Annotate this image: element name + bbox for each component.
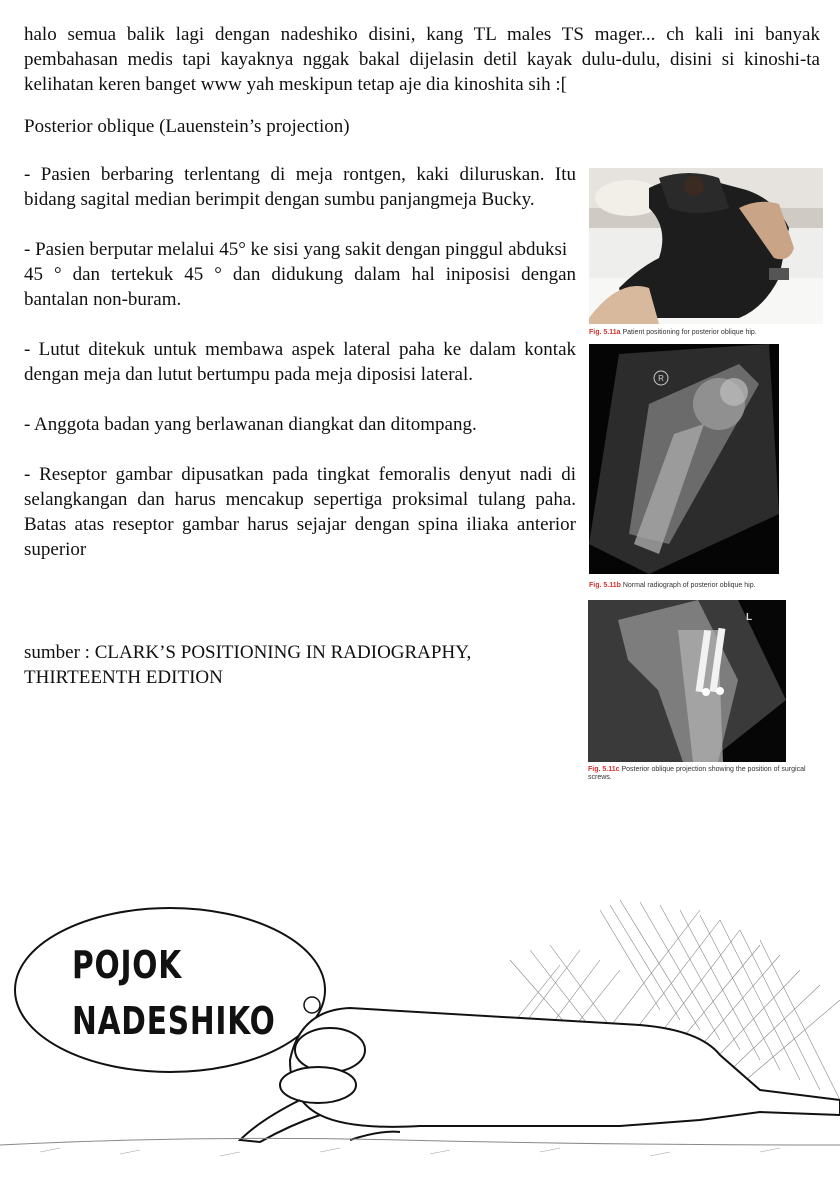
thought-dot (304, 997, 320, 1013)
figure-caption (589, 582, 823, 590)
bubble-title-line: POJOK (72, 943, 183, 987)
figure-caption (589, 329, 823, 337)
instruction-paragraph: - Pasien berbaring terlentang di meja rontgen, kaki diluruskan. Itu bidang sagital median berimpit dengan sumbu panjangmeja Bucky. (24, 164, 576, 210)
figure-label: Fig. 5.11a (589, 329, 621, 336)
source-line: sumber : CLARK’S POSITIONING IN RADIOGRAPHY, (24, 642, 472, 663)
ground-hatching (40, 1148, 780, 1156)
intro-paragraph: halo semua balik lagi dengan nadeshiko disini, kang TL males TS mager... ch kali ini banyak pembahasan medis tapi kayaknya nggak bakal dijelasin detil kayak dulu-dulu, disini si kinoshi-ta kelihatan keren banget www yah meskipun tetap aje dia kinoshita sih :[ (24, 24, 820, 95)
figure-caption-text: Patient positioning for posterior oblique hip. (622, 329, 757, 336)
radiograph-illustration (589, 344, 779, 574)
speech-bubble (15, 908, 325, 1072)
instruction-paragraph: - Lutut ditekuk untuk membawa aspek lateral paha ke dalam kontak dengan meja dan lutut bertumpu pada meja diposisi lateral. (24, 339, 576, 385)
instruction-paragraph: - Reseptor gambar dipusatkan pada tingkat femoralis denyut nadi di selangkangan dan harus mencakup sepertiga proksimal tulang paha. Batas atas reseptor gambar harus sejajar dengan spina iliaka anterior superior (24, 464, 576, 560)
figure-label: Fig. 5.11c (588, 766, 620, 773)
surgical-screws-radiograph-image (588, 600, 786, 762)
ground-line (0, 1138, 840, 1145)
normal-radiograph-image (589, 344, 779, 574)
bubble-title-line: NADESHIKO (72, 999, 276, 1043)
section-heading: Posterior oblique (Lauenstein’s projection) (24, 116, 350, 137)
instruction-paragraph: - Anggota badan yang berlawanan diangkat dan ditompang. (24, 414, 477, 435)
patient-positioning-photo (589, 168, 823, 324)
radiograph-illustration (588, 600, 786, 762)
figure-surgical-screws-radiograph (588, 600, 828, 795)
figure-label: Fig. 5.11b (589, 582, 621, 589)
figure-caption-text: Posterior oblique projection showing the position of surgical screws. (588, 766, 806, 781)
figure-normal-radiograph (589, 344, 823, 594)
source-citation (24, 640, 576, 690)
lying-figure (240, 1008, 840, 1142)
figure-caption (588, 766, 828, 782)
radiograph-side-marker: R (658, 374, 664, 383)
instructions-body (24, 162, 576, 587)
instruction-paragraph: - Pasien berputar melalui 45° ke sisi yang sakit dengan pinggul abduksi (24, 239, 568, 260)
figure-patient-positioning (589, 168, 823, 348)
radiograph-side-marker: L (746, 612, 753, 623)
instruction-paragraph: 45 ° dan tertekuk 45 ° dan didukung dalam hal iniposisi dengan bantalan non-buram. (24, 264, 576, 310)
patient-photo-illustration (589, 168, 823, 324)
source-line: THIRTEENTH EDITION (24, 667, 223, 688)
figure-caption-text: Normal radiograph of posterior oblique hip. (622, 582, 756, 589)
